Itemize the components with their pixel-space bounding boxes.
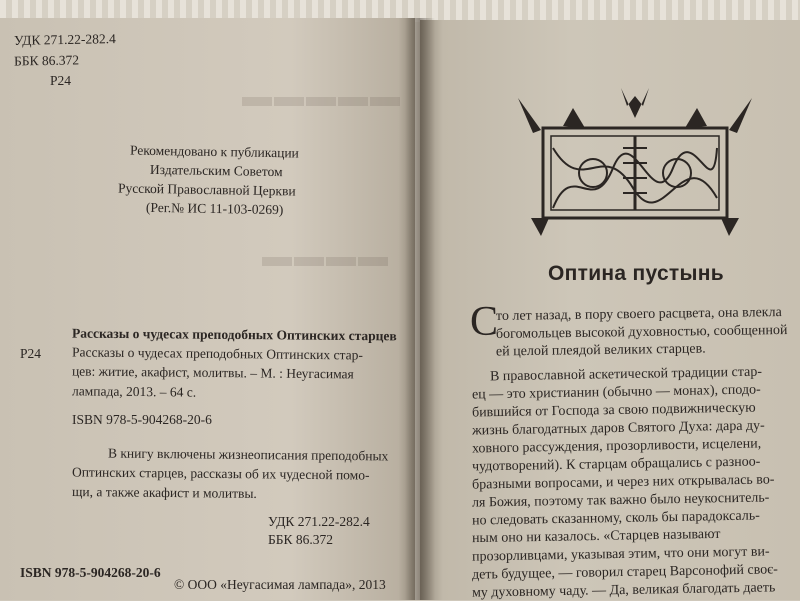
udk-code: УДК 271.22-282.4: [13, 31, 116, 48]
bleed-through-shadow: ▬▬▬▬: [260, 240, 388, 273]
annotation-line: Оптинских старцев, рассказы об их чудесной помо-: [71, 464, 370, 483]
body-text-line: прозорливцами, указывая этим, что они могут ви-: [471, 544, 770, 565]
isbn-number: ISBN 978-5-904268-20-6: [20, 565, 161, 580]
author-mark: Р24: [50, 73, 72, 88]
isbn-number: ISBN 978-5-904268-20-6: [72, 412, 212, 427]
chapter-title: Оптина пустынь: [548, 262, 724, 285]
body-text-line: В православной аскетической традиции стар-: [489, 364, 763, 385]
body-text-line: бразными вопросами, и через них открывалась во-: [471, 472, 775, 493]
body-text-line: ей целой плеядой великих старцев.: [495, 341, 706, 360]
body-text-line: ец — это христианин (обычно — монах), сподо-: [471, 382, 761, 403]
recommendation-line: (Рег.№ ИС 11-103-0269): [145, 199, 284, 218]
body-text-line: му духовному чаду. — Да, великая благодать даеть: [471, 580, 776, 601]
book-gutter-shadow: [405, 18, 435, 600]
author-mark: Р24: [20, 346, 42, 361]
body-text-line: то лет назад, в пору своего расцвета, она влекла: [495, 305, 782, 324]
copyright-notice: © ООО «Неугасимая лампада», 2013: [174, 577, 386, 592]
annotation-line: щи, а также акафист и молитвы.: [71, 484, 257, 501]
recommendation-line: Издательским Советом: [149, 161, 283, 180]
drop-cap: С: [470, 299, 499, 345]
body-text-line: ховного рассуждения, прозорливости, исцелени,: [471, 436, 762, 457]
bbk-code: ББК 86.372: [268, 532, 334, 547]
body-text-line: ным оно ни казалось. «Старцев называют: [471, 526, 721, 547]
description-line: Рассказы о чудесах преподобных Оптинских стар-: [71, 344, 363, 363]
recommendation-line: Рекомендовано к публикации: [129, 142, 299, 161]
body-text-line: но следовать сказанному, сколь бы парадоксаль-: [471, 508, 760, 529]
decorative-headpiece-ornament: [513, 88, 757, 236]
body-text-line: ля Божия, поэтому так важно было неукоснитель-: [471, 490, 770, 511]
recommendation-line: Русской Православной Церкви: [117, 180, 296, 199]
body-text-line: чудотворений). К старцам обращались с разноо-: [471, 454, 761, 475]
body-text-line: деть будущее, — говорил старец Варсонофий своє-: [471, 562, 779, 583]
book-title: Рассказы о чудесах преподобных Оптинских старцев: [71, 325, 397, 344]
udk-code: УДК 271.22-282.4: [268, 514, 370, 529]
body-text-line: богомольцев высокой духовностью, сообщенной: [495, 322, 788, 343]
annotation-line: В книгу включены жизнеописания преподобных: [107, 445, 389, 464]
bbk-code: ББК 86.372: [13, 52, 80, 69]
description-line: лампада, 2013. – 64 с.: [71, 383, 197, 400]
bleed-through-shadow: ▬▬▬▬▬: [240, 80, 400, 113]
body-text-line: бившийся от Господа за свою подвижническую: [471, 400, 756, 421]
body-text-line: жизнь благодатных даров Святого Духа: дара ду-: [471, 418, 765, 439]
description-line: цев: житие, акафист, молитвы. – М. : Неугасимая: [71, 363, 354, 382]
